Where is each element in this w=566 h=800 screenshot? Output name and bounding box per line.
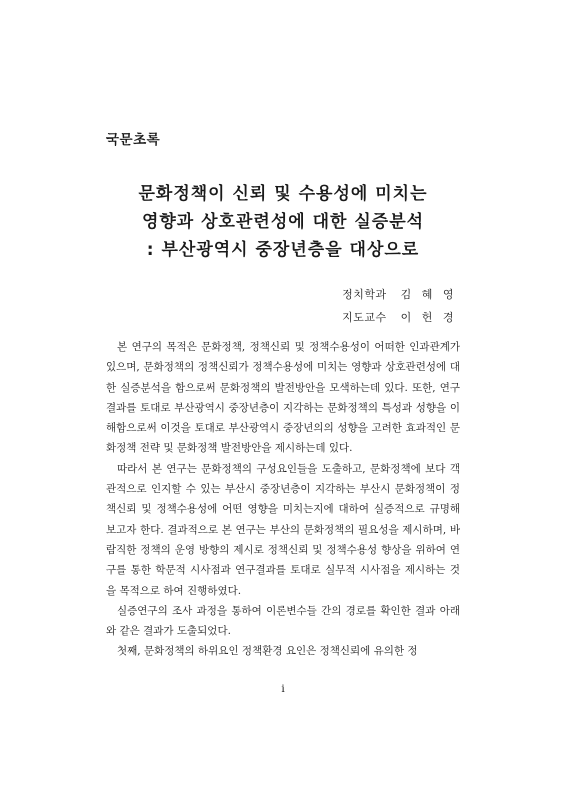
section-heading: 국문초록 (106, 132, 161, 148)
department-label: 정치학과 (342, 288, 387, 301)
abstract-paragraph-3: 실증연구의 조사 과정을 통하여 이론변수들 간의 경로를 확인한 결과 아래와 같은 결과가 도출되었다. (106, 604, 460, 638)
student-name: 김 혜 영 (400, 288, 454, 301)
page-number: i (281, 683, 285, 695)
advisor-name: 이 헌 경 (400, 311, 454, 324)
student-row (342, 283, 454, 306)
author-block (342, 283, 454, 329)
abstract-paragraph-4: 첫째, 문화정책의 하위요인 정책환경 요인은 정책신뢰에 유의한 정 (117, 645, 418, 658)
abstract-paragraph-2: 따라서 본 연구는 문화정책의 구성요인들을 도출하고, 문화정책에 보다 객관적으로 인지할 수 있는 부산시 중장년층이 지각하는 부산시 문화정책이 정책신뢰 및 정책수용성에 어떤 영향을 미치는지에 대하여 실증적으로 규명해 보고자 한다. 결과적으로 본 연구는 부산의 문화정책의 필요성을 제시하며, 바람직한 정책의 운영 방향의 제시로 정책신뢰 및 정책수용성 향상을 위하여 연구를 통한 학문적 시사점과 연구결과를 토대로 실무적 시사점을 제시하는 것을 목적으로 하여 진행하였다. (106, 462, 460, 597)
title-line-3: : 부산광역시 중장년층을 대상으로 (146, 240, 420, 260)
abstract-body (106, 337, 460, 662)
title-line-1: 문화정책이 신뢰 및 수용성에 미치는 (138, 184, 428, 204)
advisor-label: 지도교수 (342, 311, 387, 324)
advisor-row (342, 306, 454, 329)
abstract-paragraph-1: 본 연구의 목적은 문화정책, 정책신뢰 및 정책수용성이 어떠한 인과관계가 있으며, 문화정책의 정책신뢰가 정책수용성에 미치는 영향과 상호관련성에 대한 실증분석을 함으로써 문화정책의 발전방안을 모색하는데 있다. 또한, 연구결과를 토대로 부산광역시 중장년층이 지각하는 문화정책의 특성과 성향을 이해함으로써 이것을 토대로 부산광역시 중장년의의 성향을 고려한 효과적인 문화정책 전략 및 문화정책 발전방안을 제시하는데 있다. (106, 341, 460, 455)
thesis-title (100, 180, 466, 264)
title-line-2: 영향과 상호관련성에 대한 실증분석 (141, 212, 425, 232)
